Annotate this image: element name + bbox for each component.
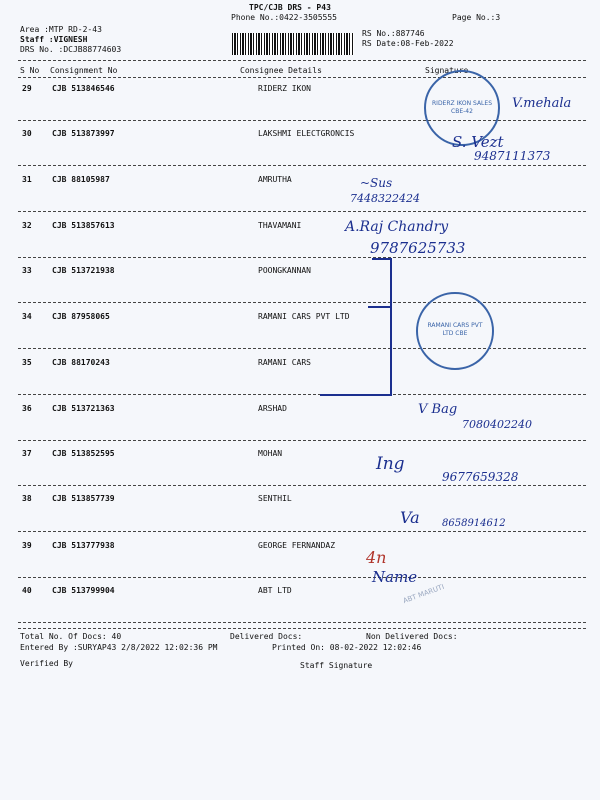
row-sno: 36 [22,404,32,413]
signature-30: S. Vezt [452,133,504,151]
divider [18,628,586,629]
row-consignment: CJB 513852595 [52,449,115,458]
row-consignment: CJB 513857739 [52,494,115,503]
phone-37: 9677659328 [442,470,519,484]
total-docs: Total No. Of Docs: 40 [20,632,122,641]
col-consignment: Consignment No [50,66,118,75]
row-divider [18,211,586,212]
signature-29: V.mehala [512,96,572,111]
row-consignee: THAVAMANI [258,221,302,230]
row-consignment: CJB 513799904 [52,586,115,595]
row-consignment: CJB 513846546 [52,84,115,93]
row-sno: 40 [22,586,32,595]
rs-number: RS No.:887746 [362,29,425,38]
staff-field: Staff :VIGNESH [20,35,88,44]
row-consignee: SENTHIL [258,494,292,503]
bracket-line [372,258,392,260]
phone-38: 8658914612 [442,518,506,529]
row-consignment: CJB 513721938 [52,266,115,275]
phone-number: Phone No.:0422-3505555 [231,13,337,22]
row-consignee: RAMANI CARS [258,358,311,367]
row-sno: 38 [22,494,32,503]
ramani-cars-stamp: RAMANI CARS PVT LTD CBE [416,292,494,370]
phone-36: 7080402240 [462,418,532,431]
row-consignment: CJB 513857613 [52,221,115,230]
col-consignee: Consignee Details [240,66,322,75]
row-divider [18,257,586,258]
drs-number: DRS No. :DCJB88774603 [20,45,122,54]
divider [18,60,586,61]
row-consignment: CJB 88170243 [52,358,110,367]
signature-38: Va [400,508,420,527]
area-field: Area :MTP RD-2-43 [20,25,102,34]
row-sno: 37 [22,449,32,458]
row-consignee: RAMANI CARS PVT LTD [258,312,350,321]
staff-signature-label: Staff Signature [300,661,373,670]
row-sno: 35 [22,358,32,367]
printed-on: Printed On: 08-02-2022 12:02:46 [272,643,422,652]
non-delivered-docs: Non Delivered Docs: [366,632,458,641]
row-divider [18,348,586,349]
rs-date: RS Date:08-Feb-2022 [362,39,454,48]
page-number: Page No.:3 [452,13,501,22]
row-divider [18,394,586,395]
row-consignee: ABT LTD [258,586,292,595]
col-signature: Signature [425,66,469,75]
document-title: TPC/CJB DRS - P43 [249,3,331,12]
row-consignment: CJB 513777938 [52,541,115,550]
row-sno: 29 [22,84,32,93]
row-sno: 31 [22,175,32,184]
row-divider [18,531,586,532]
divider [18,77,586,78]
row-consignee: AMRUTHA [258,175,292,184]
barcode [232,33,354,55]
row-consignee: ARSHAD [258,404,287,413]
bracket-line [390,258,392,394]
signature-36: V Bag [418,402,458,417]
row-sno: 32 [22,221,32,230]
signature-40: Name [372,568,418,586]
entered-by: Entered By :SURYAP43 2/8/2022 12:02:36 PM [20,643,218,652]
row-consignment: CJB 87958065 [52,312,110,321]
signature-39: 4n [366,548,387,567]
row-consignee: MOHAN [258,449,283,458]
row-consignee: LAKSHMI ELECTGRONCIS [258,129,355,138]
row-sno: 30 [22,129,32,138]
signature-31: ~Sus [360,176,393,190]
faint-stamp: ABT MARUTI [401,582,446,606]
signature-32: A.Raj Chandry [345,219,449,235]
signature-37: Ing [376,454,405,474]
verified-by: Verified By [20,659,73,668]
row-consignment: CJB 88105987 [52,175,110,184]
row-sno: 33 [22,266,32,275]
row-consignment: CJB 513721363 [52,404,115,413]
riderz-ikon-stamp: RIDERZ IKON SALES CBE-42 [424,70,500,146]
row-divider [18,120,586,121]
row-sno: 34 [22,312,32,321]
delivered-docs: Delivered Docs: [230,632,303,641]
bracket-line [320,394,392,396]
phone-30: 9487111373 [474,149,551,163]
row-divider [18,165,586,166]
row-consignment: CJB 513873997 [52,129,115,138]
row-consignee: RIDERZ IKON [258,84,311,93]
row-consignee: GEORGE FERNANDAZ [258,541,336,550]
row-divider [18,302,586,303]
row-sno: 39 [22,541,32,550]
row-consignee: POONGKANNAN [258,266,311,275]
row-divider [18,485,586,486]
row-divider [18,440,586,441]
row-divider [18,577,586,578]
bracket-line [368,306,392,308]
row-divider [18,622,586,623]
phone-31: 7448322424 [350,192,420,205]
phone-32: 9787625733 [370,239,466,257]
col-sno: S No [20,66,40,75]
